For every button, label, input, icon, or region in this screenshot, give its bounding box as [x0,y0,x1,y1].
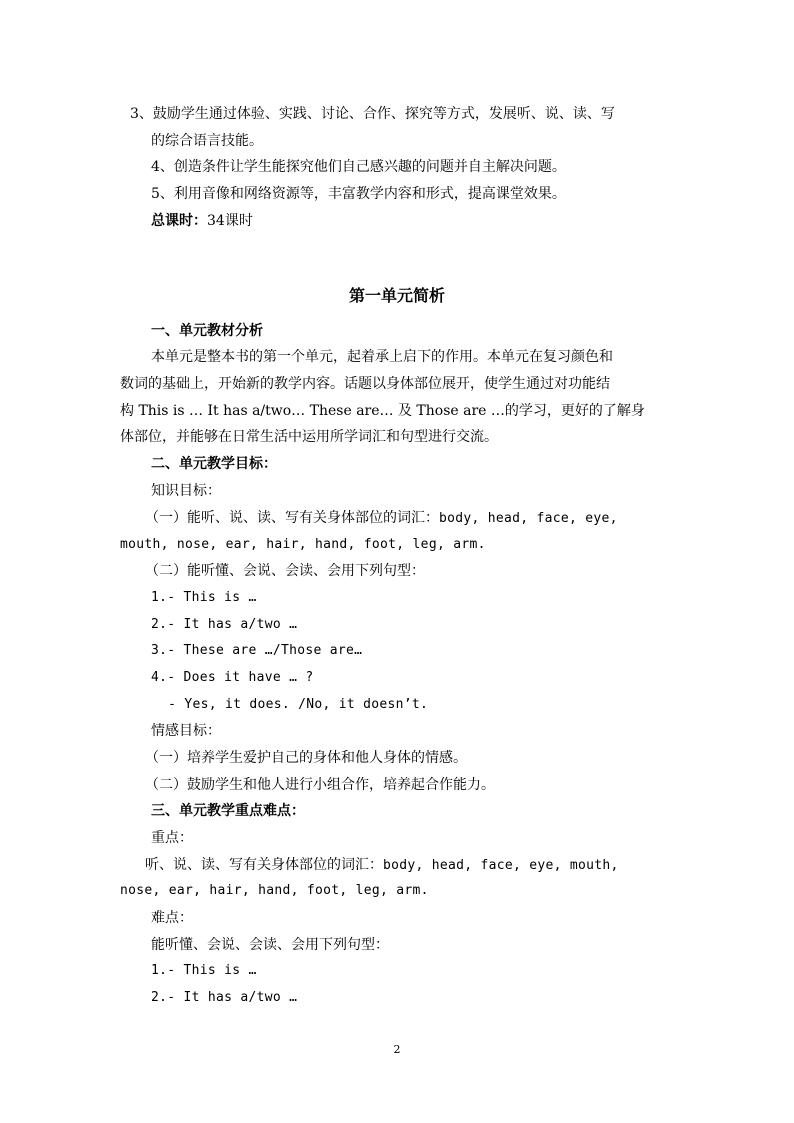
unit-title: 第一单元简析 [348,286,445,305]
knowledge-goal-1-line-1 [145,508,618,529]
section-2-heading: 二、单元教学目标： [151,456,277,472]
knowledge-goals-label: 知识目标： [151,483,221,499]
key-points-line-2: nose, ear, hair, hand, foot, leg, arm. [120,883,429,898]
sentence-pattern-1: 1.- This is … [151,590,257,605]
emotion-goal-1: （一）培养学生爱护自己的身体和他人身体的情感。 [145,750,467,766]
total-hours [151,211,253,231]
difficult-pattern-2: 2.- It has a/two … [151,990,298,1005]
sentence-pattern-4: 4.- Does it have … ? [151,670,314,685]
knowledge-goal-1-cn: （一）能听、说、读、写有关身体部位的词汇： [145,510,439,526]
sentence-pattern-4-answer: - Yes, it does. /No, it doesn’t. [160,697,429,712]
page-number: 2 [393,1043,401,1056]
sentence-pattern-3: 3.- These are …/Those are… [151,643,363,658]
emotion-goals-label: 情感目标： [151,723,221,739]
section-1-heading: 一、单元教材分析 [151,323,263,339]
knowledge-goal-2: （二）能听懂、会说、会读、会用下列句型： [145,563,425,579]
emotion-goal-2: （二）鼓励学生和他人进行小组合作，培养起合作能力。 [145,777,495,793]
item-3-line-1: 3、鼓励学生通过体验、实践、讨论、合作、探究等方式，发展听、说、读、写 [130,106,615,122]
knowledge-goal-1-words: body, head, face, eye, [439,511,618,526]
total-hours-value: 34课时 [207,213,253,229]
key-points-label: 重点： [151,830,193,846]
section-1-para-line-2: 数词的基础上，开始新的教学内容。话题以身体部位展开，使学生通过对功能结 [120,376,610,392]
difficult-pattern-1: 1.- This is … [151,963,257,978]
difficult-points-label: 难点： [151,910,193,926]
section-1-para-line-4: 体部位，并能够在日常生活中运用所学词汇和句型进行交流。 [120,429,498,445]
key-points-cn: 听、说、读、写有关身体部位的词汇： [145,857,383,873]
item-4: 4、创造条件让学生能探究他们自己感兴趣的问题并自主解决问题。 [151,159,566,175]
item-3-line-2: 的综合语言技能。 [151,133,263,149]
difficult-points-line: 能听懂、会说、会读、会用下列句型： [151,937,389,953]
total-hours-label: 总课时： [151,213,207,229]
item-5: 5、利用音像和网络资源等，丰富教学内容和形式，提高课堂效果。 [151,186,566,202]
knowledge-goal-1-line-2: mouth, nose, ear, hair, hand, foot, leg, arm. [120,537,486,552]
sentence-pattern-2: 2.- It has a/two … [151,617,298,632]
section-1-para-line-3: 构 This is … It has a/two… These are… 及 Those are …的学习，更好的了解身 [120,403,645,419]
section-3-heading: 三、单元教学重点难点： [151,803,305,819]
key-points-words: body, head, face, eye, mouth, [383,858,619,873]
section-1-para-line-1: 本单元是整本书的第一个单元，起着承上启下的作用。本单元在复习颜色和 [151,349,613,365]
key-points-line-1 [145,855,619,876]
